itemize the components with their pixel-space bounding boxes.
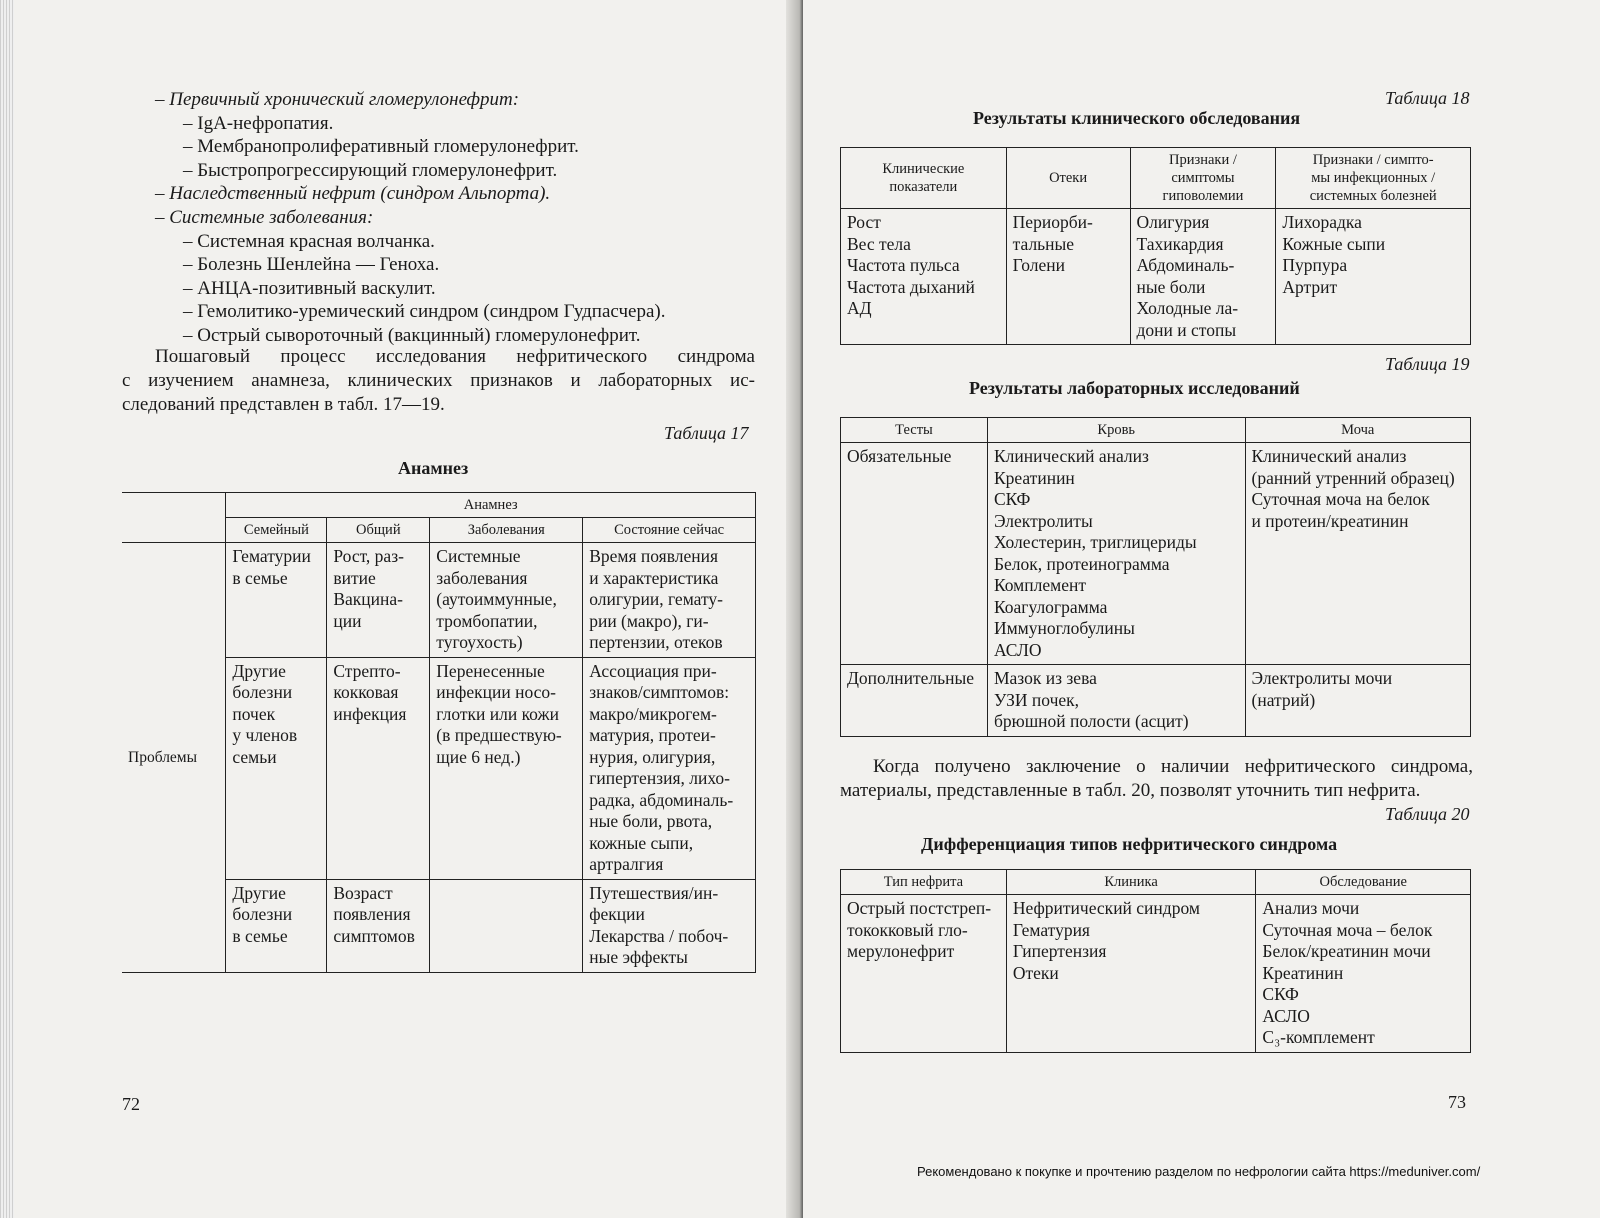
table18-label: Таблица 18 [1385,88,1470,108]
table-cell [327,543,430,658]
intro-paragraph-line: с изучением анамнеза, клинических признаков и лабораторных ис- [122,370,755,391]
table18-header [1276,148,1471,209]
cell-line: Голени [1012,255,1066,275]
cell-line: мы инфекционных / [1311,170,1436,186]
cell-line: показатели [889,179,958,195]
cell-line: Рост, раз- [333,546,404,566]
cell-line: пертензии, отеков [589,632,723,652]
cell-line: матурия, протеи- [589,725,716,745]
cell-line: (в предшествую- [436,725,562,745]
cell-line: и характеристика [589,567,719,588]
cell-line: макро/микрогем- [589,703,717,724]
table-cell [1276,209,1471,345]
cell-line: Комплемент [993,575,1086,595]
cell-line: радка, абдоминаль- [589,789,734,810]
table20-header: Обследование [1256,870,1471,895]
cell-line: Признаки / [1169,152,1237,168]
cell-line: почек [232,703,276,724]
cell-line: ные боли, рвота, [589,811,713,831]
cell-line: Белок, протеинограмма [993,553,1170,574]
cell-line: тугоухость) [436,632,523,652]
cell-line: системных болезней [1309,188,1437,204]
cell-line: брюшной полости (асцит) [993,711,1189,731]
table17-anamnesis [122,492,756,973]
cell-line: тромбопатии, [436,610,538,631]
table17-row-header: Проблемы [122,543,226,973]
table19-header: Кровь [987,418,1245,443]
table17-header: Общий [327,518,430,543]
table18-header [1130,148,1276,209]
cell-line: СКФ [1262,984,1299,1004]
list-item: – IgA-нефропатия. [183,112,334,134]
cell-line: Признаки / симпто- [1312,152,1434,168]
cell-line: Анализ мочи [1262,898,1360,918]
table20-header: Клиника [1006,870,1256,895]
table-cell [1256,895,1471,1053]
table-row [841,443,1471,665]
intro-paragraph-line: Пошаговый процесс исследования нефритического синдрома [155,346,755,367]
cell-line: Холодные ла- [1136,298,1239,318]
cell-line: болезни [232,682,293,702]
cell-line: Суточная моча на белок [1251,489,1430,509]
cell-line: Гематурии [232,546,311,566]
cell-line: АСЛО [993,639,1042,660]
cell-line: витие [333,567,376,588]
cell-line: гипертензия, лихо- [589,768,731,788]
table-cell [1006,209,1130,345]
table-row [841,895,1471,1053]
cell-line: гиповолемии [1162,188,1244,204]
table18-header [841,148,1007,209]
cell-line: тальные [1012,233,1075,254]
table-cell [430,657,583,879]
table20-nephritis-types [840,869,1471,1053]
cell-line: глотки или кожи [436,703,559,724]
table-cell [1006,895,1256,1053]
table18-title: Результаты клинического обследования [973,108,1301,128]
table17-header: Состояние сейчас [583,518,756,543]
cell-line: в семье [232,925,288,946]
table19-label: Таблица 19 [1385,354,1470,374]
cell-line: Тахикардия [1136,233,1224,254]
cell-line: Мазок из зева [993,668,1097,688]
list-item: – Первичный хронический гломерулонефрит: [155,89,520,110]
cell-line: Гематурия [1012,919,1090,940]
intro-paragraph-line: следований представлен в табл. 17—19. [122,394,445,415]
conclusion-paragraph-line: Когда получено заключение о наличии нефритического синдрома, [873,756,1473,777]
table19-title: Результаты лабораторных исследований [969,378,1300,398]
table-row [122,543,756,658]
table-cell [1245,443,1471,665]
cell-line: Частота пульса [847,255,960,275]
cell-line: Частота дыханий [847,276,975,297]
cell-line: рии (макро), ги- [589,610,709,631]
cell-line: Иммуноглобулины [993,618,1135,638]
cell-line: Суточная моча – белок [1262,919,1433,940]
table17-group-header: Анамнез [226,493,756,518]
cell-line: Пурпура [1282,255,1348,275]
table17-title: Анамнез [398,458,469,478]
cell-line: заболевания [436,567,528,588]
table-cell [327,879,430,972]
cell-line: олигурии, гемату- [589,589,723,609]
list-item: – Системная красная волчанка. [183,230,435,252]
table-cell [226,657,327,879]
list-item: – Мембранопролиферативный гломерулонефрит. [183,136,579,158]
list-item: – АНЦА-позитивный васкулит. [183,277,436,299]
cell-line: артралгия [589,854,664,874]
cell-line: Перенесенные [436,660,545,681]
cell-line: Креатинин [993,467,1075,488]
cell-line: Отеки [1049,170,1088,186]
list-item: – Быстропрогрессирующий гломерулонефрит. [183,159,558,181]
list-item: – Острый сывороточный (вакцинный) гломерулонефрит. [183,325,641,346]
table-cell [583,543,756,658]
cell-line: Периорби- [1012,212,1093,232]
table-cell: Дополнительные [841,665,988,737]
cell-line: у членов [232,725,298,745]
table-row [841,209,1471,345]
table-cell [583,657,756,879]
table-cell [430,543,583,658]
cell-line: Гипертензия [1012,941,1107,961]
cell-line: Артрит [1282,276,1338,297]
page-number: 72 [122,1094,140,1114]
table20-label: Таблица 20 [1385,804,1470,824]
cell-line: нурия, олигурия, [589,746,716,767]
table-cell [987,665,1245,737]
cell-line: Острый постстреп- [847,898,992,918]
cell-line: знаков/симптомов: [589,682,730,702]
table19-header: Моча [1245,418,1471,443]
cell-line: Абдоминаль- [1136,255,1235,275]
table-cell: Обязательные [841,443,988,665]
cell-line: С₃-комплемент [1262,1027,1375,1047]
cell-line: инфекции носо- [436,682,557,702]
cell-line: Возраст [333,882,393,903]
cell-line: и протеин/креатинин [1251,510,1409,531]
table17-header: Заболевания [430,518,583,543]
table20-header: Тип нефрита [841,870,1007,895]
table-cell [987,443,1245,665]
cell-line: (натрий) [1251,689,1316,710]
list-item: – Болезнь Шенлейна — Геноха. [183,254,440,276]
cell-line: появления [333,904,411,924]
footer-recommendation: Рекомендовано к покупке и прочтению разделом по нефрологии сайта https://meduniver.com/ [917,1164,1481,1179]
table-cell [430,879,583,972]
table-cell [841,895,1007,1053]
cell-line: Стрепто- [333,660,401,681]
table-cell [226,879,327,972]
cell-line: кожные сыпи, [589,832,694,853]
cell-line: болезни [232,904,293,924]
table18-clinical [840,147,1471,345]
cell-line: УЗИ почек, [993,689,1080,710]
conclusion-paragraph-line: материалы, представленные в табл. 20, позволят уточнить тип нефрита. [840,780,1421,801]
cell-line: инфекция [333,703,407,724]
cell-line: Другие [232,660,286,681]
cell-line: (аутоиммунные, [436,589,557,609]
cell-line: Электролиты мочи [1251,668,1393,688]
cell-line: симптомов [333,925,415,946]
cell-line: Нефритический синдром [1012,898,1200,918]
cell-line: щие 6 нед.) [436,746,521,767]
table18-header [1006,148,1130,209]
cell-line: в семье [232,567,288,588]
cell-line: АД [847,298,872,318]
cell-line: Электролиты [993,510,1093,531]
cell-line: фекции [589,904,645,924]
cell-line: кокковая [333,682,399,702]
cell-line: Кожные сыпи [1282,233,1386,254]
table19-header: Тесты [841,418,988,443]
list-item: – Гемолитико-уремический синдром (синдром Гудпасчера). [183,301,666,323]
list-item: – Системные заболевания: [155,207,374,228]
cell-line: Отеки [1012,962,1059,983]
table-row [841,665,1471,737]
cell-line: ные эффекты [589,947,688,967]
cell-line: дони и стопы [1136,319,1237,340]
table17-corner [122,493,226,543]
cell-line: Время появления [589,546,719,566]
list-item: – Наследственный нефрит (синдром Альпорта). [155,183,551,205]
cell-line: Олигурия [1136,212,1210,232]
table-cell [327,657,430,879]
cell-line: (ранний утренний образец) [1251,467,1455,488]
cell-line: Клинические [882,161,965,177]
cell-line: Системные [436,546,521,566]
cell-line: мерулонефрит [847,941,955,961]
cell-line: семьи [232,746,277,767]
cell-line: Рост [847,212,881,232]
table19-laboratory [840,417,1471,737]
cell-line: Путешествия/ин- [589,882,719,903]
cell-line: Ассоциация при- [589,660,717,681]
cell-line: Коагулограмма [993,596,1108,617]
table17-label: Таблица 17 [664,423,749,443]
table-cell [841,209,1007,345]
table20-title: Дифференциация типов нефритического синдрома [921,834,1338,854]
cell-line: АСЛО [1262,1005,1310,1026]
table-cell [1130,209,1276,345]
cell-line: Лихорадка [1282,212,1362,232]
cell-line: Клинический анализ [1251,446,1407,466]
table-cell [583,879,756,972]
cell-line: ные боли [1136,276,1206,297]
cell-line: симптомы [1171,170,1235,186]
page-edge [0,0,14,1218]
cell-line: Белок/креатинин мочи [1262,941,1431,961]
cell-line: Другие [232,882,286,903]
table-cell [226,543,327,658]
cell-line: тококковый гло- [847,919,968,940]
cell-line: Холестерин, триглицериды [993,532,1197,552]
cell-line: ции [333,610,362,631]
cell-line: СКФ [993,489,1031,509]
cell-line: Креатинин [1262,962,1344,983]
cell-line: Вакцина- [333,589,403,609]
cell-line: Лекарства / побоч- [589,925,729,946]
page-number: 73 [1448,1092,1466,1112]
cell-line: Клинический анализ [993,446,1149,466]
table-cell [1245,665,1471,737]
table17-header: Семейный [226,518,327,543]
right-page [803,0,1600,1218]
cell-line: Вес тела [847,233,911,254]
